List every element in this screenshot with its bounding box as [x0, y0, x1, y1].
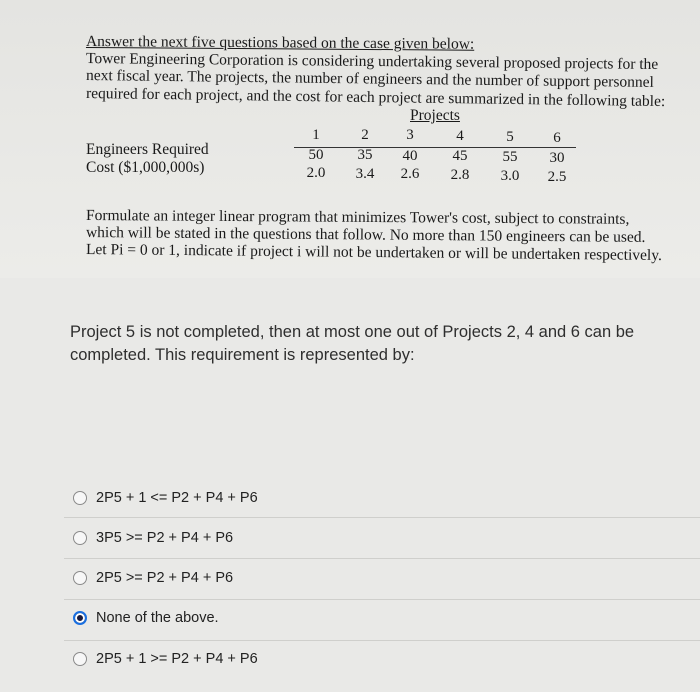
table-rule: [294, 147, 576, 148]
case-text-line: Formulate an integer linear program that minimizes Tower's cost, subject to constraints,: [85, 207, 630, 228]
case-heading: Answer the next five questions based on the case given below:: [85, 33, 475, 53]
radio-button[interactable]: [73, 571, 87, 585]
case-description-image: [0, 0, 700, 278]
row-label-engineers: Engineers Required: [86, 141, 209, 158]
question-text: Project 5 is not completed, then at most one out of Projects 2, 4 and 6 can be completed. This requirement is represented by:: [70, 323, 635, 364]
table-cell: 3.0: [500, 168, 520, 184]
table-cell: 2.6: [400, 166, 420, 182]
answer-option-2[interactable]: [0, 518, 700, 558]
table-cell: 45: [452, 148, 468, 164]
case-text-line: Let Pi = 0 or 1, indicate if project i will not be undertaken or will be undertaken respectively.: [85, 241, 662, 265]
table-cell: 50: [308, 147, 324, 163]
column-header: 2: [361, 127, 369, 143]
case-text-line: which will be stated in the questions that follow. No more than 150 engineers can be used.: [85, 224, 646, 246]
answer-label: 2P5 + 1 <= P2 + P4 + P6: [96, 490, 258, 506]
column-header: 1: [312, 127, 320, 143]
case-text-line: required for each project, and the cost for each project are summarized in the following table:: [85, 85, 666, 111]
case-text-line: Tower Engineering Corporation is considering undertaking several proposed projects for the: [85, 50, 659, 73]
table-cell: 55: [502, 149, 518, 165]
answer-option-4[interactable]: [0, 598, 700, 638]
radio-button[interactable]: [73, 652, 87, 666]
table-cell: 30: [549, 150, 565, 166]
radio-button[interactable]: [73, 531, 87, 545]
table-cell: 2.0: [306, 165, 326, 181]
answer-label: 2P5 + 1 >= P2 + P4 + P6: [96, 651, 258, 667]
answer-option-5[interactable]: [0, 639, 700, 679]
projects-table-title: Projects: [410, 107, 460, 124]
radio-button-selected[interactable]: [73, 611, 87, 625]
column-header: 6: [553, 130, 561, 146]
table-cell: 35: [357, 147, 373, 163]
answer-label: None of the above.: [96, 610, 219, 626]
answer-label: 3P5 >= P2 + P4 + P6: [96, 530, 234, 546]
column-header: 4: [456, 128, 464, 144]
table-cell: 2.8: [450, 167, 470, 183]
table-cell: 3.4: [355, 166, 375, 182]
table-cell: 40: [402, 148, 418, 164]
answer-option-1[interactable]: [0, 478, 700, 518]
answer-option-3[interactable]: [0, 558, 700, 598]
case-text-line: next fiscal year. The projects, the number of engineers and the number of support personnel: [85, 67, 654, 91]
row-label-cost: Cost ($1,000,000s): [86, 159, 205, 176]
column-header: 5: [506, 129, 514, 145]
column-header: 3: [406, 127, 414, 143]
answer-label: 2P5 >= P2 + P4 + P6: [96, 570, 234, 586]
table-cell: 2.5: [547, 169, 567, 185]
radio-button[interactable]: [73, 491, 87, 505]
